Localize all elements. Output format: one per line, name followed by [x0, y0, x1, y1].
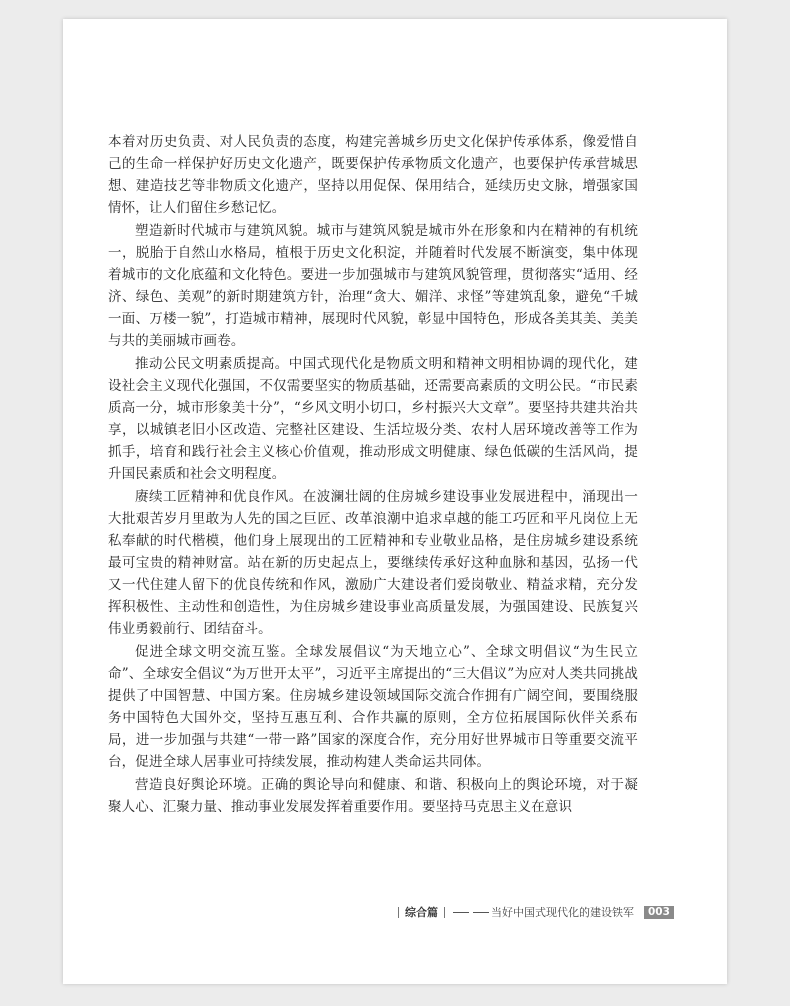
footer-dash — [473, 912, 489, 913]
paragraph-heritage: 本着对历史负责、对人民负责的态度，构建完善城乡历史文化保护传承体系，像爱惜自己的生命一样保护好历史文化遗产，既要保护传承物质文化遗产，也要保护传承营城思想、建造技艺等非物质文化遗产，坚持以用促保、保用结合，延续历史文脉，增强家国情怀，让人们留住乡愁记忆。 — [108, 134, 638, 217]
paragraph-city-style: 塑造新时代城市与建筑风貌。城市与建筑风貌是城市外在形象和内在精神的有机统一，脱胎于自然山水格局，植根于历史文化积淀，并随着时代发展不断演变，集中体现着城市的文化底蕴和文化特色。要进一步加强城市与建筑风貌管理，贯彻落实“适用、经济、绿色、美观”的新时期建筑方针，治理“贪大、媚洋、求怪”等建筑乱象，避免“千城一面、万楼一貌”，打造城市精神，展现时代风貌，彰显中国特色，形成各美其美、美美与共的美丽城市画卷。 — [108, 222, 638, 350]
page-number: 003 — [644, 906, 674, 919]
footer-divider — [398, 907, 399, 918]
paragraph-craftsman-spirit: 赓续工匠精神和优良作风。在波澜壮阔的住房城乡建设事业发展进程中，涌现出一大批艰苦岁月里敢为人先的国之巨匠、改革浪潮中追求卓越的能工巧匠和平凡岗位上无私奉献的时代楷模，他们身上展现出的工匠精神和专业敬业品格，是住房城乡建设系统最可宝贵的精神财富。站在新的历史起点上，要继续传承好这种血脉和基因，弘扬一代又一代住建人留下的优良传统和作风，激励广大建设者们爱岗敬业、精益求精，充分发挥积极性、主动性和创造性，为住房城乡建设事业高质量发展，为强国建设、民族复兴伟业勇毅前行、团结奋斗。 — [108, 488, 638, 638]
footer-divider — [444, 907, 445, 918]
footer-subtitle: 当好中国式现代化的建设铁军 — [491, 906, 634, 919]
footer-dash — [453, 912, 469, 913]
paragraph-civic-quality: 推动公民文明素质提高。中国式现代化是物质文明和精神文明相协调的现代化，建设社会主义现代化强国，不仅需要坚实的物质基础，还需要高素质的文明公民。“市民素质高一分，城市形象美十分”，“乡风文明小切口，乡村振兴大文章”。要坚持共建共治共享，以城镇老旧小区改造、完整社区建设、生活垃圾分类、农村人居环境改善等工作为抓手，培育和践行社会主义核心价值观，推动形成文明健康、绿色低碳的生活风尚，提升国民素质和社会文明程度。 — [108, 355, 638, 483]
footer-section-title: 综合篇 — [405, 906, 438, 919]
paragraph-global-exchange: 促进全球文明交流互鉴。全球发展倡议“为天地立心”、全球文明倡议“为生民立命”、全球安全倡议“为万世开太平”，习近平主席提出的“三大倡议”为应对人类共同挑战提供了中国智慧、中国方案。住房城乡建设领域国际交流合作拥有广阔空间，要围绕服务中国特色大国外交，坚持互惠互利、合作共赢的原则，全方位拓展国际伙伴关系布局，进一步加强与共建“一带一路”国家的深度合作，充分用好世界城市日等重要交流平台，促进全球人居事业可持续发展，推动构建人类命运共同体。 — [108, 643, 638, 771]
paragraph-public-opinion: 营造良好舆论环境。正确的舆论导向和健康、和谐、积极向上的舆论环境，对于凝聚人心、汇聚力量、推动事业发展发挥着重要作用。要坚持马克思主义在意识 — [108, 776, 638, 815]
body-text — [108, 131, 638, 818]
page-footer — [392, 904, 674, 920]
